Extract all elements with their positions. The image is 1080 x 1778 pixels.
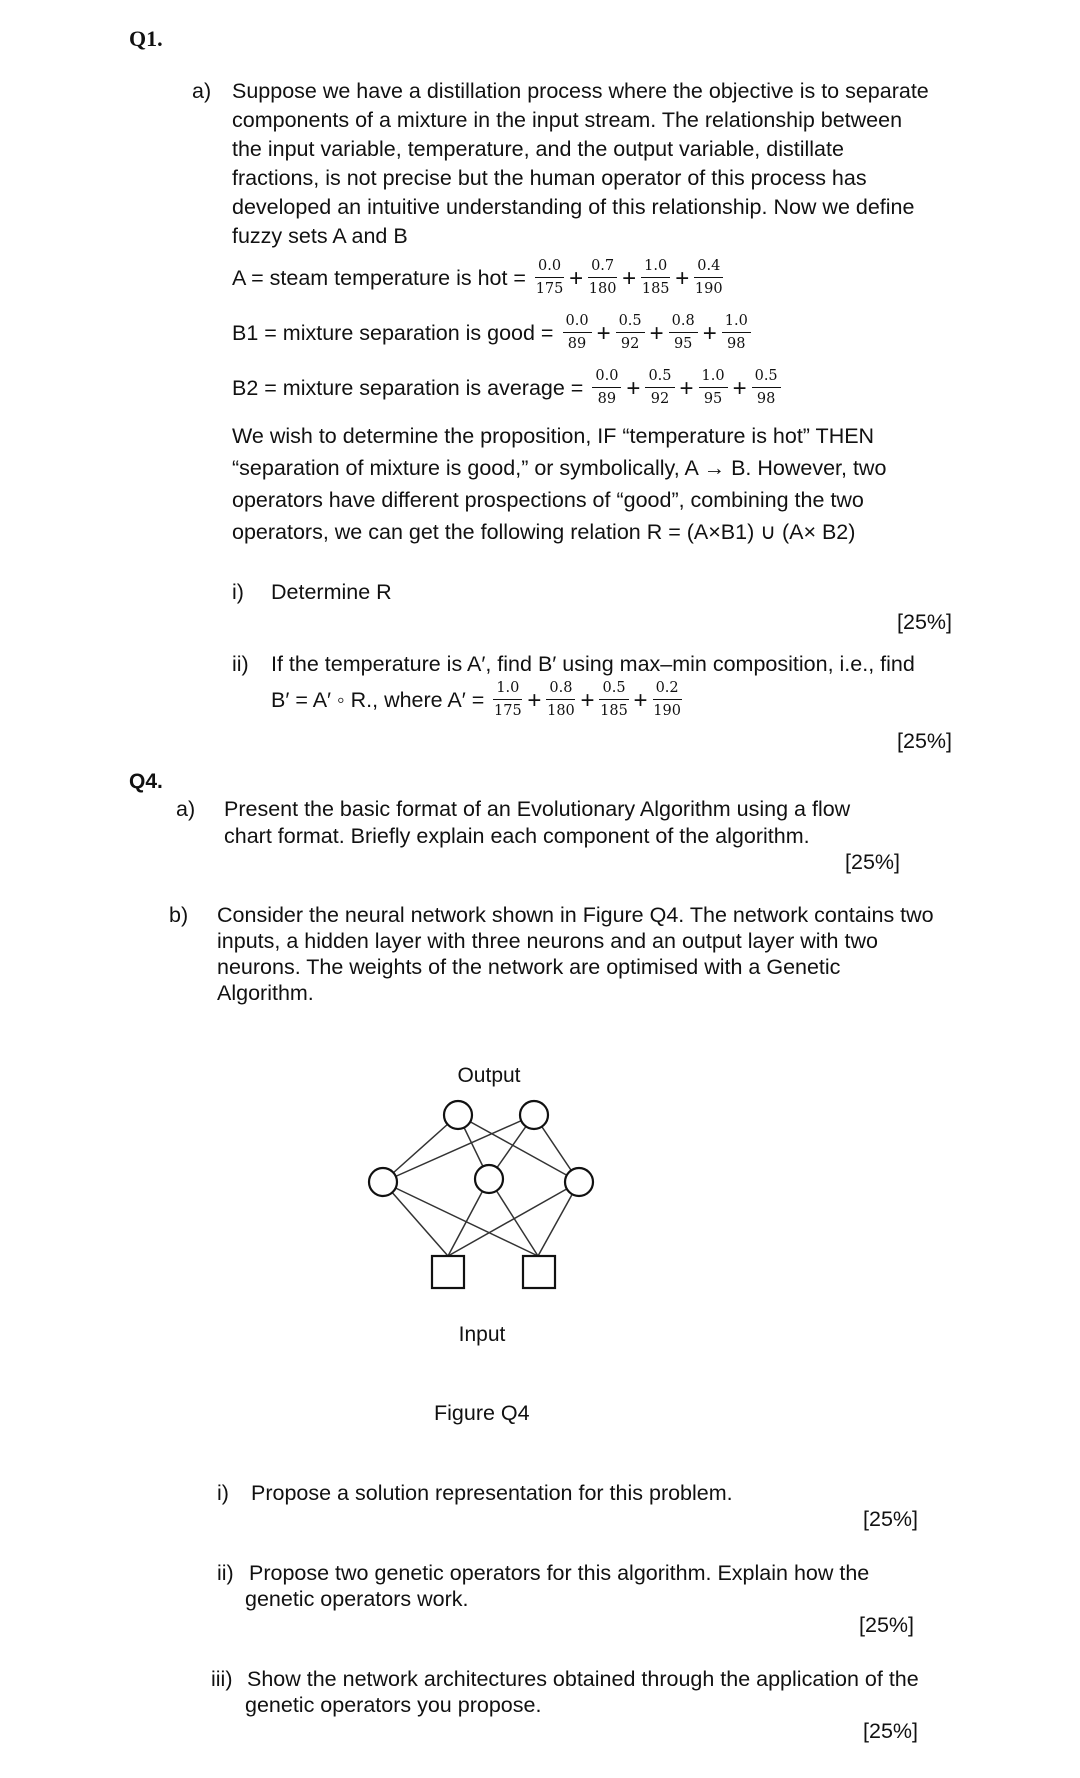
plus-sign: + bbox=[679, 375, 694, 402]
q1-part-a-text bbox=[232, 77, 929, 251]
input-node bbox=[523, 1256, 555, 1288]
fraction-den: 95 bbox=[673, 336, 693, 352]
q4-heading: Q4. bbox=[129, 770, 163, 793]
fraction-den: 190 bbox=[694, 281, 723, 297]
fraction bbox=[599, 680, 628, 720]
hidden-neuron bbox=[565, 1168, 593, 1196]
q4-ii-line: genetic operators work. bbox=[245, 1587, 469, 1611]
plus-sign: + bbox=[675, 265, 690, 292]
fraction-num: 0.2 bbox=[653, 680, 682, 700]
fraction bbox=[493, 680, 522, 720]
q1-para2-line: operators, we can get the following relation R = (A×B1) ∪ (A× B2) bbox=[232, 520, 856, 544]
q4-b-line: Algorithm. bbox=[217, 981, 314, 1005]
plus-sign: + bbox=[702, 320, 717, 347]
fraction-den: 190 bbox=[653, 703, 681, 719]
q4-i-text: Propose a solution representation for this problem. bbox=[251, 1481, 733, 1505]
fraction-den: 89 bbox=[567, 336, 587, 352]
q1-heading: Q1. bbox=[129, 26, 163, 51]
q4-a-label: a) bbox=[176, 797, 196, 821]
fraction-num: 0.5 bbox=[752, 368, 781, 388]
fraction bbox=[752, 368, 781, 408]
fraction bbox=[592, 368, 621, 408]
figure-caption: Figure Q4 bbox=[434, 1401, 530, 1425]
equation-b-prime-label: B′ = A′ ◦ R., where A′ = bbox=[271, 687, 485, 712]
q1-i-text: Determine R bbox=[271, 580, 392, 604]
q4-b-line: inputs, a hidden layer with three neurons and an output layer with two bbox=[217, 929, 878, 953]
fraction bbox=[546, 680, 575, 720]
fraction-num: 0.0 bbox=[535, 258, 564, 278]
fraction-den: 180 bbox=[547, 703, 575, 719]
fraction-den: 92 bbox=[620, 336, 640, 352]
plus-sign: + bbox=[732, 375, 747, 402]
fraction bbox=[588, 258, 617, 298]
plus-sign: + bbox=[527, 687, 542, 714]
equation-b1-label: B1 = mixture separation is good = bbox=[232, 320, 554, 345]
fraction bbox=[669, 313, 698, 353]
fraction-den: 185 bbox=[600, 703, 628, 719]
fraction-den: 185 bbox=[641, 281, 670, 297]
fraction-den: 89 bbox=[597, 391, 617, 407]
q1-a-line: the input variable, temperature, and the output variable, distillate bbox=[232, 137, 844, 161]
fraction-den: 92 bbox=[650, 391, 670, 407]
q1-para2-line: We wish to determine the proposition, IF “temperature is hot” THEN bbox=[232, 424, 875, 448]
equation-b2-label: B2 = mixture separation is average = bbox=[232, 375, 584, 400]
fraction-num: 0.4 bbox=[694, 258, 723, 278]
hidden-neuron bbox=[475, 1165, 503, 1193]
q1-para2-line: operators have different prospections of “good”, combining the two bbox=[232, 488, 864, 512]
equation-b2 bbox=[232, 368, 784, 408]
q1-para2-line: “separation of mixture is good,” or symbolically, A → B. However, two bbox=[232, 456, 887, 480]
fraction-num: 1.0 bbox=[641, 258, 670, 278]
fraction bbox=[616, 313, 645, 353]
input-node bbox=[432, 1256, 464, 1288]
fraction-num: 0.5 bbox=[599, 680, 628, 700]
fraction-den: 180 bbox=[588, 281, 617, 297]
plus-sign: + bbox=[622, 265, 637, 292]
output-label: Output bbox=[457, 1064, 521, 1087]
fraction bbox=[694, 258, 723, 298]
q4-ii-line: Propose two genetic operators for this algorithm. Explain how the bbox=[249, 1561, 870, 1585]
q4-b-line: neurons. The weights of the network are optimised with a Genetic bbox=[217, 955, 841, 979]
q4-a-mark: [25%] bbox=[845, 850, 900, 874]
q4-b-label: b) bbox=[169, 903, 189, 927]
fraction-den: 95 bbox=[703, 391, 723, 407]
plus-sign: + bbox=[596, 320, 611, 347]
plus-sign: + bbox=[633, 687, 648, 714]
equation-a bbox=[232, 258, 726, 298]
fraction bbox=[563, 313, 592, 353]
fraction bbox=[699, 368, 728, 408]
equation-a-label: A = steam temperature is hot = bbox=[232, 265, 526, 290]
q1-part-a-label: a) bbox=[192, 79, 212, 103]
fraction-den: 98 bbox=[727, 336, 746, 352]
q4-iii-line: genetic operators you propose. bbox=[245, 1693, 542, 1717]
q1-ii-mark: [25%] bbox=[897, 729, 952, 753]
q1-a-line: components of a mixture in the input stream. The relationship between bbox=[232, 108, 903, 132]
plus-sign: + bbox=[580, 687, 595, 714]
fraction-num: 0.0 bbox=[592, 368, 621, 388]
fraction-num: 0.5 bbox=[616, 313, 645, 333]
hidden-neuron bbox=[369, 1168, 397, 1196]
q1-ii-line1: If the temperature is A′, find B′ using max–min composition, i.e., find bbox=[271, 652, 915, 676]
q4-iii-mark: [25%] bbox=[863, 1719, 918, 1743]
q4-ii-label: ii) bbox=[217, 1561, 234, 1585]
output-neuron bbox=[520, 1101, 548, 1129]
equation-b-prime bbox=[271, 680, 685, 720]
fraction-num: 0.8 bbox=[669, 313, 698, 333]
q4-i-label: i) bbox=[217, 1481, 229, 1505]
q1-ii-label: ii) bbox=[232, 652, 249, 676]
fraction bbox=[641, 258, 670, 298]
q4-iii-label: iii) bbox=[211, 1667, 233, 1691]
fraction-num: 1.0 bbox=[493, 680, 522, 700]
fraction bbox=[722, 313, 751, 353]
fraction bbox=[535, 258, 564, 298]
q4-a-line: Present the basic format of an Evolutionary Algorithm using a flow bbox=[224, 797, 851, 821]
input-label: Input bbox=[458, 1323, 506, 1346]
q1-a-line: fuzzy sets A and B bbox=[232, 224, 408, 248]
equation-b1 bbox=[232, 313, 754, 353]
q4-i-mark: [25%] bbox=[863, 1507, 918, 1531]
fraction-num: 0.0 bbox=[563, 313, 592, 333]
q4-iii-line: Show the network architectures obtained through the application of the bbox=[247, 1667, 919, 1691]
q1-i-label: i) bbox=[232, 580, 244, 604]
q4-b-line: Consider the neural network shown in Figure Q4. The network contains two bbox=[217, 903, 934, 927]
fraction-num: 0.7 bbox=[588, 258, 617, 278]
plus-sign: + bbox=[626, 375, 641, 402]
q1-a-line: fractions, is not precise but the human operator of this process has bbox=[232, 166, 867, 190]
q4-a-line: chart format. Briefly explain each component of the algorithm. bbox=[224, 824, 810, 848]
fraction-num: 0.8 bbox=[546, 680, 575, 700]
q1-a-line: Suppose we have a distillation process where the objective is to separate bbox=[232, 79, 929, 103]
fraction bbox=[653, 680, 682, 720]
q1-i-mark: [25%] bbox=[897, 610, 952, 634]
fraction bbox=[645, 368, 674, 408]
plus-sign: + bbox=[569, 265, 584, 292]
q4-ii-mark: [25%] bbox=[859, 1613, 914, 1637]
fraction-num: 1.0 bbox=[722, 313, 751, 333]
output-neuron bbox=[444, 1101, 472, 1129]
fraction-den: 175 bbox=[535, 281, 564, 297]
fraction-den: 98 bbox=[756, 391, 776, 407]
fraction-den: 175 bbox=[494, 703, 522, 719]
neural-network-diagram bbox=[340, 1055, 640, 1355]
q1-a-line: developed an intuitive understanding of this relationship. Now we define bbox=[232, 195, 915, 219]
plus-sign: + bbox=[649, 320, 664, 347]
fraction-num: 1.0 bbox=[699, 368, 728, 388]
fraction-num: 0.5 bbox=[645, 368, 674, 388]
